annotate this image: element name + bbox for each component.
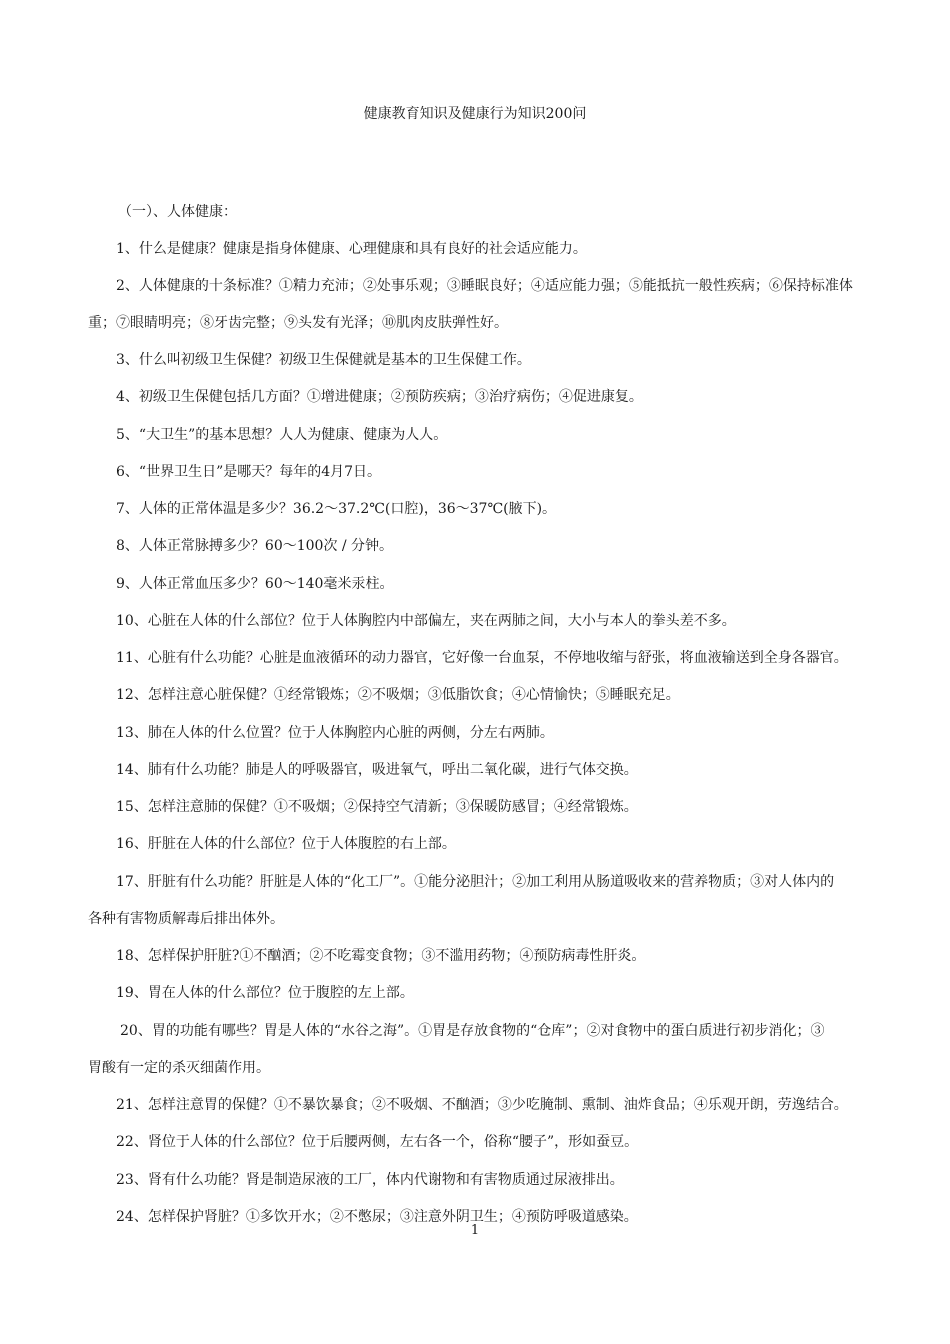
paragraph-line: 20、胃的功能有哪些？胃是人体的“水谷之海”。①胃是存放食物的“仓库”；②对食物中的蛋白质进行初步消化；③ — [120, 1023, 825, 1039]
paragraph-line: 2、人体健康的十条标准？①精力充沛；②处事乐观；③睡眠良好；④适应能力强；⑤能抵抗一般性疾病；⑥保持标准体 — [116, 278, 853, 294]
paragraph-line: 22、肾位于人体的什么部位？位于后腰两侧，左右各一个，俗称“腰子”，形如蚕豆。 — [116, 1134, 639, 1150]
paragraph-line: 3、什么叫初级卫生保健？初级卫生保健就是基本的卫生保健工作。 — [116, 352, 531, 368]
paragraph-line: 4、初级卫生保健包括几方面？①增进健康；②预防疾病；③治疗病伤；④促进康复。 — [116, 389, 643, 405]
paragraph-line: 5、“大卫生”的基本思想？人人为健康、健康为人人。 — [116, 427, 448, 443]
paragraph-line: 重；⑦眼睛明亮；⑧牙齿完整；⑨头发有光泽；⑩肌肉皮肤弹性好。 — [88, 315, 508, 331]
paragraph-line: 19、胃在人体的什么部位？位于腹腔的左上部。 — [116, 985, 414, 1001]
paragraph-line: 11、心脏有什么功能？心脏是血液循环的动力器官，它好像一台血泵，不停地收缩与舒张，将血液输送到全身各器官。 — [116, 650, 848, 666]
paragraph-line: 21、怎样注意胃的保健？①不暴饮暴食；②不吸烟、不酗酒；③少吃腌制、熏制、油炸食品；④乐观开朗，劳逸结合。 — [116, 1097, 848, 1113]
paragraph-line: 12、怎样注意心脏保健？①经常锻炼；②不吸烟；③低脂饮食；④心情愉快；⑤睡眠充足。 — [116, 687, 680, 703]
paragraph-line: 24、怎样保护肾脏？①多饮开水；②不憋尿；③注意外阴卫生；④预防呼吸道感染。 — [116, 1209, 638, 1225]
paragraph-line: 各种有害物质解毒后排出体外。 — [88, 911, 284, 927]
paragraph-line: 6、“世界卫生日”是哪天？每年的4月7日。 — [116, 464, 382, 480]
document-title: 健康教育知识及健康行为知识200问 — [363, 106, 587, 122]
paragraph-line: 18、怎样保护肝脏?①不酗酒；②不吃霉变食物；③不滥用药物；④预防病毒性肝炎。 — [116, 948, 646, 964]
paragraph-line: 16、肝脏在人体的什么部位？位于人体腹腔的右上部。 — [116, 836, 456, 852]
paragraph-line: 14、肺有什么功能？肺是人的呼吸器官，吸进氧气，呼出二氧化碳，进行气体交换。 — [116, 762, 638, 778]
paragraph-line: 7、人体的正常体温是多少？36.2～37.2℃(口腔)，36～37℃(腋下)。 — [116, 501, 557, 517]
paragraph-line: 13、肺在人体的什么位置？位于人体胸腔内心脏的两侧，分左右两肺。 — [116, 725, 554, 741]
paragraph-line: 胃酸有一定的杀灭细菌作用。 — [88, 1060, 270, 1076]
paragraph-line: 15、怎样注意肺的保健？①不吸烟；②保持空气清新；③保暖防感冒；④经常锻炼。 — [116, 799, 638, 815]
paragraph-line: 23、肾有什么功能？肾是制造尿液的工厂，体内代谢物和有害物质通过尿液排出。 — [116, 1172, 624, 1188]
page-number: 1 — [470, 1223, 480, 1238]
paragraph-line: 9、人体正常血压多少？60～140毫米汞柱。 — [116, 576, 394, 592]
paragraph-line: 1、什么是健康？健康是指身体健康、心理健康和具有良好的社会适应能力。 — [116, 241, 587, 257]
section-heading: （一）、人体健康： — [118, 204, 237, 220]
paragraph-line: 8、人体正常脉搏多少？60～100次 / 分钟。 — [116, 538, 394, 554]
paragraph-line: 10、心脏在人体的什么部位？位于人体胸腔内中部偏左，夹在两肺之间，大小与本人的拳头差不多。 — [116, 613, 736, 629]
paragraph-line: 17、肝脏有什么功能？肝脏是人体的“化工厂”。①能分泌胆汁；②加工利用从肠道吸收来的营养物质；③对人体内的 — [116, 874, 835, 890]
